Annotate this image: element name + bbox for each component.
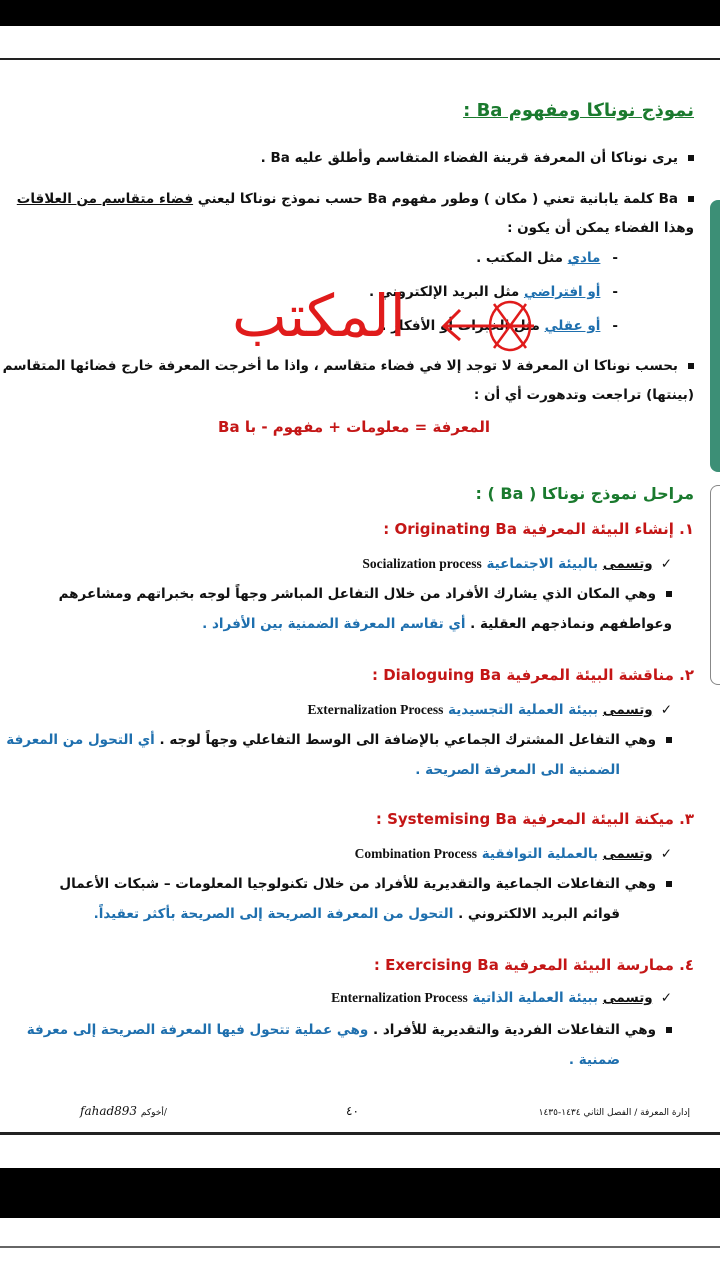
stage-1-desc-2 — [202, 616, 672, 632]
stage-4-heading: ٤. ممارسة البيئة المعرفية Exercising Ba : — [373, 956, 694, 974]
bullet-text: Ba كلمة يابانية تعني ( مكان ) وطور مفهوم Ba حسب نموذج نوناكا ليعني — [197, 191, 678, 207]
stages-title: مراحل نموذج نوناكا ( Ba ) : — [475, 484, 694, 503]
called-english: Socialization process — [362, 556, 482, 571]
term: مادي — [567, 250, 601, 266]
called-label: وتسمى — [602, 556, 653, 572]
desc-text: قوائم البريد الالكتروني . — [458, 906, 620, 922]
intro-bullet-2-cont: وهذا الفضاء يمكن أن يكون : — [507, 220, 694, 236]
handwritten-annotation: المكتب — [232, 282, 406, 350]
dash-icon: - — [612, 250, 618, 266]
bullet-square-icon — [688, 155, 694, 161]
handwritten-arrow-icon — [438, 292, 538, 356]
stage-2-called — [307, 702, 672, 718]
stage-3-desc-2 — [94, 906, 620, 922]
stage-1-called — [362, 556, 672, 572]
document-page[interactable] — [0, 60, 720, 1132]
check-icon: ✓ — [660, 846, 672, 862]
stage-2-heading: ٢. مناقشة البيئة المعرفية Dialoguing Ba : — [371, 666, 694, 684]
desc-text: وهي التفاعلات الفردية والتقديرية للأفراد . — [372, 1022, 656, 1038]
term: أو افتراضي — [523, 284, 601, 300]
called-label: وتسمى — [602, 846, 653, 862]
section-title: نموذج نوناكا ومفهوم Ba : — [463, 100, 694, 121]
space-type-physical — [476, 250, 618, 266]
bullet-text: بحسب نوناكا ان المعرفة لا توجد إلا في فضاء متقاسم ، واذا ما أخرجت المعرفة خارج فضائها المتقاسم — [2, 358, 678, 374]
stage-4-called — [331, 990, 672, 1006]
called-label: وتسمى — [602, 990, 653, 1006]
dash-icon: - — [612, 318, 618, 334]
author-name: fahad893 — [80, 1104, 138, 1118]
bullet-square-icon — [666, 881, 672, 887]
stage-3-heading: ٣. ميكنة البيئة المعرفية Systemising Ba : — [375, 810, 694, 828]
term-example: مثل الخبرات أو الأفكار . — [381, 318, 540, 334]
bullet-square-icon — [688, 196, 694, 202]
intro-bullet-3-cont: (بينتها) تراجعت وتدهورت أي أن : — [473, 387, 694, 403]
desc-text: وهي التفاعل المشترك الجماعي بالإضافة الى الوسط التفاعلي وجهاً لوجه . — [159, 732, 656, 748]
bullet-underlined-text: فضاء متقاسم من العلاقات — [16, 191, 194, 207]
term-example: مثل البريد الإلكتروني . — [369, 284, 520, 300]
desc-highlight: التحول من المعرفة الصريحة إلى الصريحة بأكثر تعقيداً. — [93, 906, 454, 922]
stage-1-desc-1 — [59, 586, 672, 602]
called-english: Enternalization Process — [331, 990, 468, 1005]
called-english: Externalization Process — [307, 702, 444, 717]
stage-4-desc-1 — [27, 1022, 672, 1038]
called-arabic: بالعملية التوافقية — [481, 846, 599, 862]
formula: المعرفة = معلومات + مفهوم - با Ba — [218, 418, 490, 436]
intro-bullet-1 — [261, 150, 694, 166]
side-drawer-handle[interactable] — [710, 200, 720, 472]
stage-3-called — [355, 846, 672, 862]
bullet-square-icon — [666, 1027, 672, 1033]
bullet-square-icon — [688, 363, 694, 369]
bottom-divider — [0, 1246, 720, 1248]
check-icon: ✓ — [660, 556, 672, 572]
dash-icon: - — [612, 284, 618, 300]
stage-2-desc-2: الضمنية الى المعرفة الصريحة . — [415, 762, 620, 778]
desc-highlight: أي تقاسم المعرفة الضمنية بين الأفراد . — [202, 616, 466, 632]
stage-3-desc-1 — [59, 876, 672, 892]
stage-4-desc-2: ضمنية . — [568, 1052, 620, 1068]
term: أو عقلي — [544, 318, 601, 334]
called-arabic: ببيئة العملية الذاتية — [472, 990, 599, 1006]
author-note: أخوكم/ — [140, 1108, 167, 1118]
footer-course: إدارة المعرفة / الفصل الثاني ١٤٣٤-١٤٣٥ — [538, 1108, 690, 1118]
page-bottom-border — [0, 1132, 720, 1135]
bullet-square-icon — [666, 737, 672, 743]
bullet-text: يرى نوناكا أن المعرفة قرينة الفضاء المتقاسم وأطلق عليه Ba . — [260, 150, 678, 166]
desc-highlight: وهي عملية تتحول فيها المعرفة الصريحة إلى معرفة — [26, 1022, 369, 1038]
desc-text: وعواطفهم ونماذجهم العقلية . — [470, 616, 672, 632]
footer-author — [80, 1104, 167, 1118]
navigation-bar — [0, 1168, 720, 1218]
called-arabic: ببيئة العملية التجسيدية — [448, 702, 599, 718]
stage-1-heading: ١. إنشاء البيئة المعرفية Originating Ba : — [383, 520, 694, 538]
intro-bullet-3 — [3, 358, 694, 374]
side-drawer-handle-outline[interactable] — [710, 485, 720, 685]
desc-highlight: أي التحول من المعرفة — [6, 732, 155, 748]
called-label: وتسمى — [602, 702, 653, 718]
page-number: ٤٠ — [346, 1104, 359, 1118]
desc-text: وهي المكان الذي يشارك الأفراد من خلال التفاعل المباشر وجهاً لوجه بخبراتهم ومشاعرهم — [58, 586, 656, 602]
status-bar — [0, 0, 720, 26]
check-icon: ✓ — [660, 990, 672, 1006]
check-icon: ✓ — [660, 702, 672, 718]
called-english: Combination Process — [354, 846, 478, 861]
term-example: مثل المكتب . — [476, 250, 563, 266]
bullet-square-icon — [666, 591, 672, 597]
desc-text: وهي التفاعلات الجماعية والتقديرية للأفراد من خلال تكنولوجيا المعلومات – شبكات الأعمال — [59, 876, 656, 892]
called-arabic: بالبيئة الاجتماعية — [486, 556, 599, 572]
stage-2-desc-1 — [6, 732, 672, 748]
intro-bullet-2 — [17, 191, 694, 207]
